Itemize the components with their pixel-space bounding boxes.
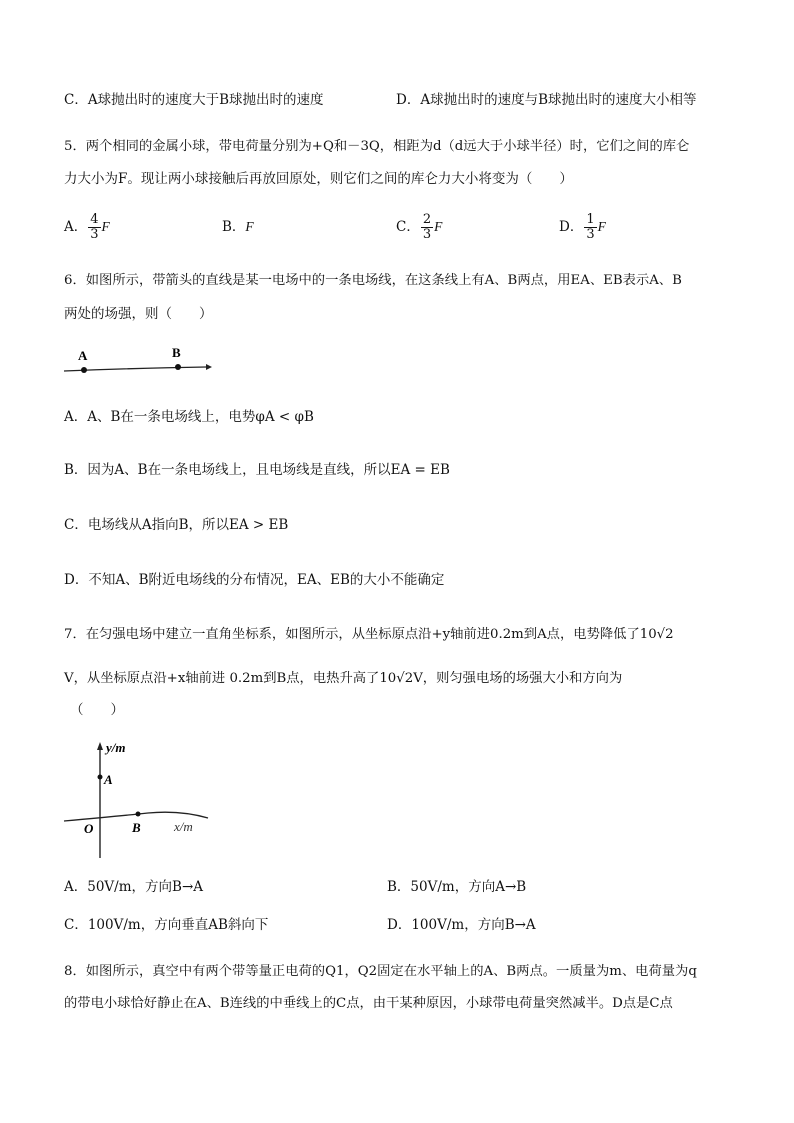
q5-option-d: D． $\frac{1}{3}$ F: [559, 212, 606, 242]
q4-option-c: C．A球抛出时的速度大于B球抛出时的速度: [64, 92, 324, 108]
q5-option-c: C． $\frac{2}{3}$ F: [396, 212, 443, 242]
y-arrow-icon: [97, 742, 103, 750]
fraction: $\frac{2}{3}$: [422, 212, 432, 242]
q6-stem-line2: 两处的场强，则（ ）: [64, 306, 213, 322]
q8-stem-line1: 8．如图所示，真空中有两个带等量正电荷的Q1，Q2固定在水平轴上的A、B两点。一质量为m、电荷量为q: [64, 964, 697, 979]
q4-option-d: D．A球抛出时的速度与B球抛出时的速度大小相等: [396, 92, 697, 108]
point-a-dot: [81, 367, 87, 373]
x-axis-label: x/m: [174, 819, 193, 834]
q7-stem-line3: （ ）: [70, 702, 124, 718]
coordinate-system-figure: [60, 734, 220, 864]
q7-option-b: B．50V/m，方向A→B: [387, 879, 527, 895]
q6-option-a: A．A、B在一条电场线上，电势φA < φB: [64, 409, 314, 425]
q6-stem-line1: 6．如图所示，带箭头的直线是某一电场中的一条电场线，在这条线上有A、B两点，用EA、EB表示A、B: [64, 273, 682, 288]
q5-stem-line2: 力大小为F。现让两小球接触后再放回原处，则它们之间的库仑力大小将变为（ ）: [64, 171, 573, 187]
origin-label: O: [84, 821, 94, 836]
label-a: A: [104, 772, 113, 787]
q6-option-c: C．电场线从A指向B，所以EA > EB: [64, 517, 289, 533]
q7-option-d: D．100V/m，方向B→A: [387, 917, 536, 933]
point-a-dot: [98, 775, 103, 780]
label-a: A: [78, 348, 88, 363]
y-axis-label: y/m: [106, 740, 126, 755]
q8-stem-line2: 的带电小球恰好静止在A、B连线的中垂线上的C点，由干某种原因，小球带电荷量突然减半。D点是C点: [64, 996, 673, 1011]
electric-field-line-figure: [60, 340, 220, 380]
arrow-head-icon: [206, 364, 212, 370]
q7-option-c: C．100V/m，方向垂直AB斜向下: [64, 917, 269, 933]
q7-option-a: A．50V/m，方向B→A: [64, 879, 204, 895]
q5-option-b: B．F: [222, 219, 254, 235]
q5-stem-line1: 5．两个相同的金属小球，带电荷量分别为+Q和－3Q，相距为d（d远大于小球半径）时，它们之间的库仑: [64, 139, 690, 154]
q5-option-a: A． $\frac{4}{3}$ F: [64, 212, 110, 242]
fraction: $\frac{4}{3}$: [90, 212, 99, 242]
q6-option-d: D．不知A、B附近电场线的分布情况，EA、EB的大小不能确定: [64, 572, 445, 588]
q6-option-b: B．因为A、B在一条电场线上，且电场线是直线，所以EA = EB: [64, 462, 450, 478]
q7-stem-line2: V，从坐标原点沿+x轴前进 0.2m到B点，电热升高了10√2V，则匀强电场的场强大小和方向为: [64, 671, 623, 686]
label-b: B: [172, 345, 181, 360]
label-b: B: [132, 820, 141, 835]
point-b-dot: [136, 812, 141, 817]
q7-stem-line1: 7．在匀强电场中建立一直角坐标系，如图所示，从坐标原点沿+y轴前进0.2m到A点，电势降低了10√2: [64, 627, 674, 642]
fraction: $\frac{1}{3}$: [586, 212, 595, 242]
point-b-dot: [175, 364, 181, 370]
